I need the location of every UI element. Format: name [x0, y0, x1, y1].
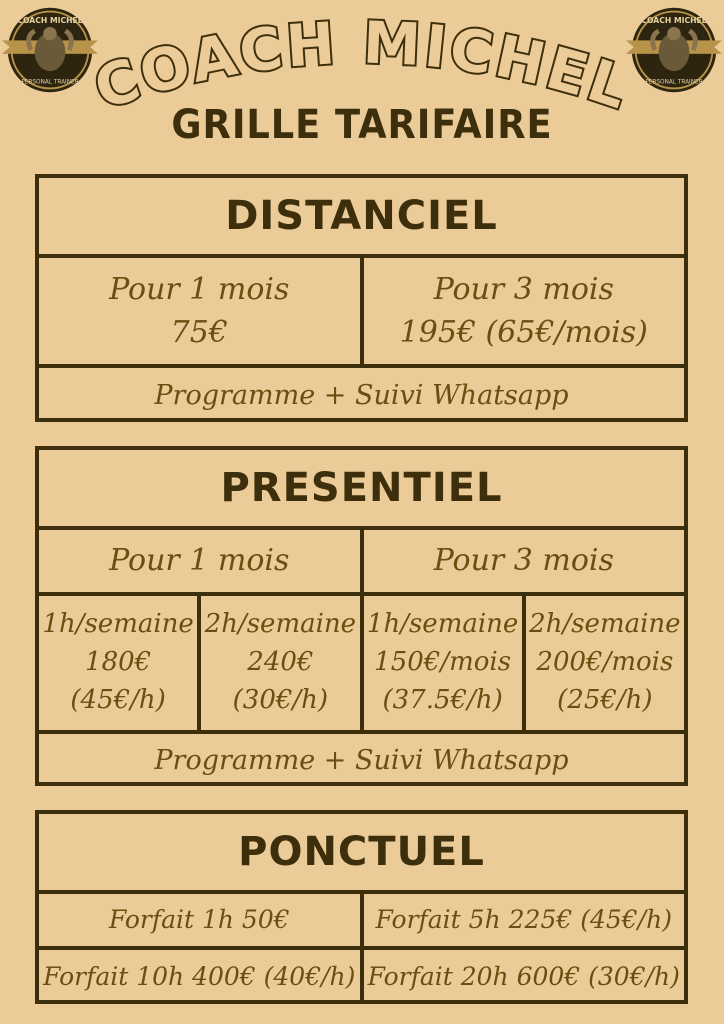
distanciel-option — [39, 258, 360, 364]
distanciel-title: DISTANCIEL — [39, 178, 684, 258]
option-price: 200€/mois — [536, 647, 674, 678]
ponctuel-row — [39, 950, 684, 1004]
option-rate: (37.5€/h) — [382, 684, 503, 715]
ponctuel-option: Forfait 5h 225€ (45€/h) — [360, 894, 685, 946]
presentiel-footer: Programme + Suivi Whatsapp — [154, 744, 569, 776]
brand-title-text: COACH MICHEL — [86, 18, 639, 124]
presentiel-periods — [39, 530, 684, 596]
option-rate: (45€/h) — [70, 684, 166, 715]
ponctuel-option: Forfait 10h 400€ (40€/h) — [43, 961, 356, 991]
presentiel-option — [39, 596, 197, 730]
option-price: 240€ — [247, 647, 314, 678]
presentiel-footer-row — [39, 734, 684, 786]
option-label: Pour 3 mois — [433, 271, 614, 307]
option-frequency: 2h/semaine — [204, 609, 357, 640]
distanciel-footer-row — [39, 368, 684, 422]
distanciel-options — [39, 258, 684, 368]
svg-text:PERSONAL TRAINER: PERSONAL TRAINER — [645, 79, 703, 86]
distanciel-option — [360, 258, 685, 364]
option-rate: (25€/h) — [557, 684, 653, 715]
option-price: 150€/mois — [374, 647, 512, 678]
option-frequency: 1h/semaine — [366, 609, 519, 640]
svg-text:COACH MICHEL: COACH MICHEL — [17, 16, 83, 26]
page-subtitle: GRILLE TARIFAIRE — [171, 102, 553, 148]
ponctuel-option: Forfait 20h 600€ (30€/h) — [360, 950, 685, 1004]
option-frequency: 2h/semaine — [529, 609, 681, 640]
ponctuel-option: Forfait 1h 50€ — [108, 904, 290, 934]
ponctuel-card — [35, 810, 688, 1004]
presentiel-option — [197, 596, 359, 730]
presentiel-card — [35, 446, 688, 786]
distanciel-card — [35, 174, 688, 422]
ponctuel-title: PONCTUEL — [39, 814, 684, 894]
presentiel-options — [39, 596, 684, 734]
distanciel-footer: Programme + Suivi Whatsapp — [154, 379, 569, 411]
option-price: 75€ — [170, 315, 228, 350]
option-label: Pour 1 mois — [109, 271, 290, 307]
ponctuel-row — [39, 894, 684, 950]
presentiel-title: PRESENTIEL — [39, 450, 684, 530]
period-label: Pour 1 mois — [109, 543, 290, 579]
presentiel-option — [360, 596, 522, 730]
svg-text:COACH MICHEL: COACH MICHEL — [641, 16, 707, 26]
period-label: Pour 3 mois — [360, 530, 685, 592]
option-frequency: 1h/semaine — [42, 609, 194, 640]
svg-text:PERSONAL TRAINER: PERSONAL TRAINER — [21, 79, 79, 86]
option-price: 195€ (65€/mois) — [399, 315, 648, 350]
option-rate: (30€/h) — [232, 684, 329, 715]
presentiel-option — [522, 596, 684, 730]
option-price: 180€ — [85, 647, 152, 678]
